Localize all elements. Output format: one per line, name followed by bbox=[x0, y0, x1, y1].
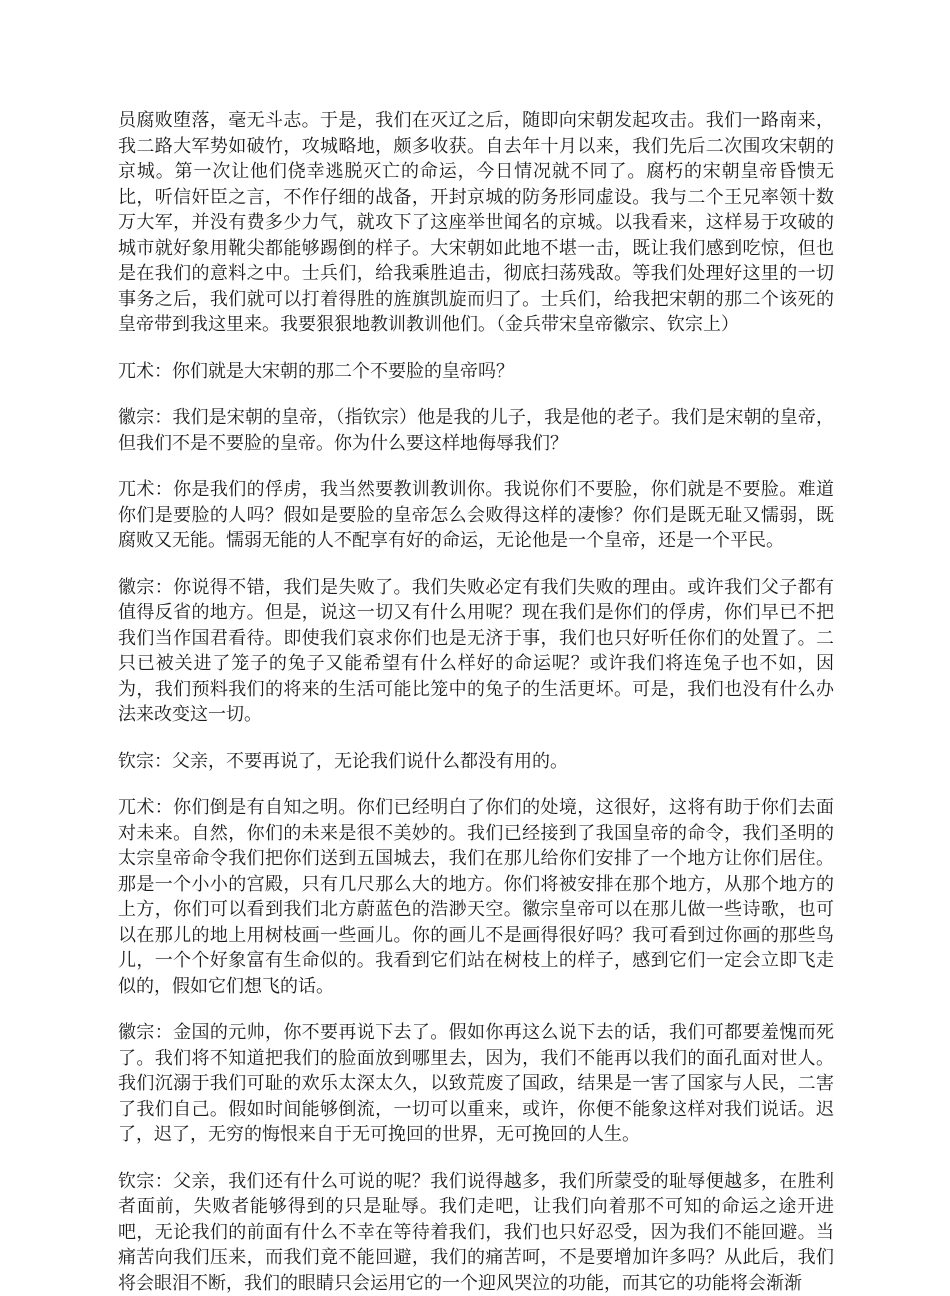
document-page bbox=[118, 108, 834, 1296]
paragraph-huizong-3: 徽宗：金国的元帅，你不要再说下去了。假如你再这么说下去的话，我们可都要羞愧而死了。我们将不知道把我们的脸面放到哪里去，因为，我们不能再以我们的面孔面对世人。我们沉溺于我们可耻的欢乐太深太久，以致荒废了国政，结果是一害了国家与人民，二害了我们自己。假如时间能够倒流，一切可以重来，或许，你便不能象这样对我们说话。迟了，迟了，无穷的悔恨来自于无可挽回的世界，无可挽回的人生。 bbox=[118, 1020, 834, 1148]
paragraph-narration: 员腐败堕落，毫无斗志。于是，我们在灭辽之后，随即向宋朝发起攻击。我们一路南来，我二路大军势如破竹，攻城略地，颇多收获。自去年十月以来，我们先后二次围攻宋朝的京城。第一次让他们侥幸逃脱灭亡的命运，今日情况就不同了。腐朽的宋朝皇帝昏愦无比，听信奸臣之言，不作仔细的战备，开封京城的防务形同虚设。我与二个王兄率领十数万大军，并没有费多少力气，就攻下了这座举世闻名的京城。以我看来，这样易于攻破的城市就好象用靴尖都能够踢倒的样子。大宋朝如此地不堪一击，既让我们感到吃惊，但也是在我们的意料之中。士兵们，给我乘胜追击，彻底扫荡残敌。等我们处理好这里的一切事务之后，我们就可以打着得胜的旌旗凯旋而归了。士兵们，给我把宋朝的那二个该死的皇帝带到我这里来。我要狠狠地教训教训他们。（金兵带宋皇帝徽宗、钦宗上） bbox=[118, 108, 834, 338]
paragraph-qinzong-2: 钦宗：父亲，我们还有什么可说的呢？我们说得越多，我们所蒙受的耻辱便越多，在胜利者面前，失败者能够得到的只是耻辱。我们走吧，让我们向着那不可知的命运之途开进吧，无论我们的前面有什么不幸在等待着我们，我们也只好忍受，因为我们不能回避。当痛苦向我们压来，而我们竟不能回避，我们的痛苦呵，不是要增加许多吗？从此后，我们将会眼泪不断，我们的眼睛只会运用它的一个迎风哭泣的功能，而其它的功能将会渐渐 bbox=[118, 1169, 834, 1296]
paragraph-huizong-1: 徽宗：我们是宋朝的皇帝，（指钦宗）他是我的儿子，我是他的老子。我们是宋朝的皇帝，但我们不是不要脸的皇帝。你为什么要这样地侮辱我们？ bbox=[118, 405, 834, 456]
paragraph-huizong-2: 徽宗：你说得不错，我们是失败了。我们失败必定有我们失败的理由。或许我们父子都有值得反省的地方。但是，说这一切又有什么用呢？现在我们是你们的俘虏，你们早已不把我们当作国君看待。即使我们哀求你们也是无济于事，我们也只好听任你们的处置了。二只已被关进了笼子的兔子又能希望有什么样好的命运呢？或许我们将连兔子也不如，因为，我们预料我们的将来的生活可能比笼中的兔子的生活更坏。可是，我们也没有什么办法来改变这一切。 bbox=[118, 575, 834, 728]
paragraph-wushu-2: 兀术：你是我们的俘虏，我当然要教训教训你。我说你们不要脸，你们就是不要脸。难道你们是要脸的人吗？假如是要脸的皇帝怎么会败得这样的凄惨？你们是既无耻又懦弱，既腐败又无能。懦弱无能的人不配享有好的命运，无论他是一个皇帝，还是一个平民。 bbox=[118, 477, 834, 554]
paragraph-wushu-1: 兀术：你们就是大宋朝的那二个不要脸的皇帝吗？ bbox=[118, 359, 834, 385]
paragraph-qinzong-1: 钦宗：父亲，不要再说了，无论我们说什么都没有用的。 bbox=[118, 749, 834, 775]
paragraph-wushu-3: 兀术：你们倒是有自知之明。你们已经明白了你们的处境，这很好，这将有助于你们去面对未来。自然，你们的未来是很不美妙的。我们已经接到了我国皇帝的命令，我们圣明的太宗皇帝命令我们把你们送到五国城去，我们在那儿给你们安排了一个地方让你们居住。那是一个小小的宫殿，只有几尺那么大的地方。你们将被安排在那个地方，从那个地方的上方，你们可以看到我们北方蔚蓝色的浩渺天空。徽宗皇帝可以在那儿做一些诗歌，也可以在那儿的地上用树枝画一些画儿。你的画儿不是画得很好吗？我可看到过你画的那些鸟儿，一个个好象富有生命似的。我看到它们站在树枝上的样子，感到它们一定会立即飞走似的，假如它们想飞的话。 bbox=[118, 795, 834, 999]
